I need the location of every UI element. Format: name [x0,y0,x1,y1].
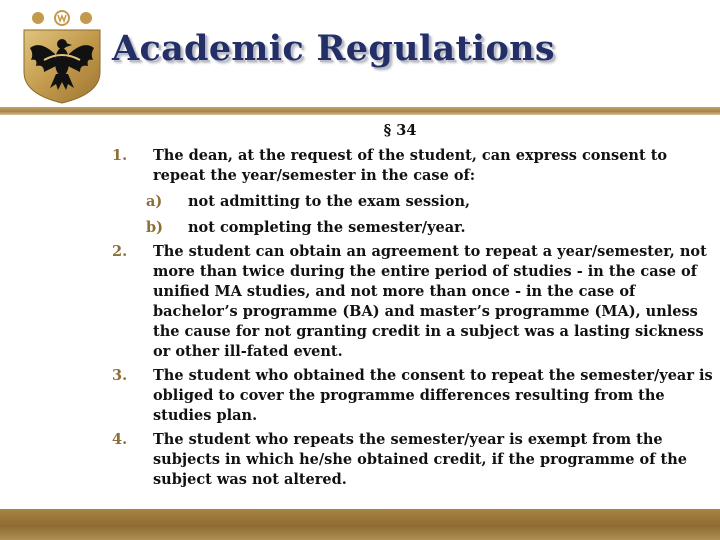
item-text: The student who repeats the semester/year is exempt from the subjects in which he/she obtained credit, if the programme of the subject was not altered. [153,431,687,488]
item-number: 1. [112,147,128,164]
item-number: 2. [112,243,128,260]
list-item [112,242,718,362]
sub-list-item [146,218,718,238]
list-item [112,366,718,426]
regulation-list [112,146,718,490]
section-mark: § 34 [383,122,417,139]
sub-item-text: not completing the semester/year. [188,219,466,236]
list-item [112,430,718,490]
item-number: 4. [112,431,128,448]
sub-item-letter: a) [146,193,163,210]
item-number: 3. [112,367,128,384]
item-text: The dean, at the request of the student, can express consent to repeat the year/semester in the case of: [153,147,668,184]
item-text: The student can obtain an agreement to repeat a year/semester, not more than twice during the entire period of studies - in the case of unified MA studies, and not more than once - in the case of bachelor’s programme (BA) and master’s programme (MA), unless the cause for not granting credit in a subject was a lasting sickness or other ill-fated event. [153,243,707,360]
page-title: Academic Regulations [112,28,555,69]
header-divider [0,107,720,115]
footer-bar [0,509,720,540]
list-item [112,146,718,186]
sub-list-item [146,192,718,212]
item-text: The student who obtained the consent to repeat the semester/year is obliged to cover the programme differences resulting from the studies plan. [153,367,713,424]
sub-item-letter: b) [146,219,163,236]
sub-item-text: not admitting to the exam session, [188,193,471,210]
university-crest-icon [22,10,102,104]
